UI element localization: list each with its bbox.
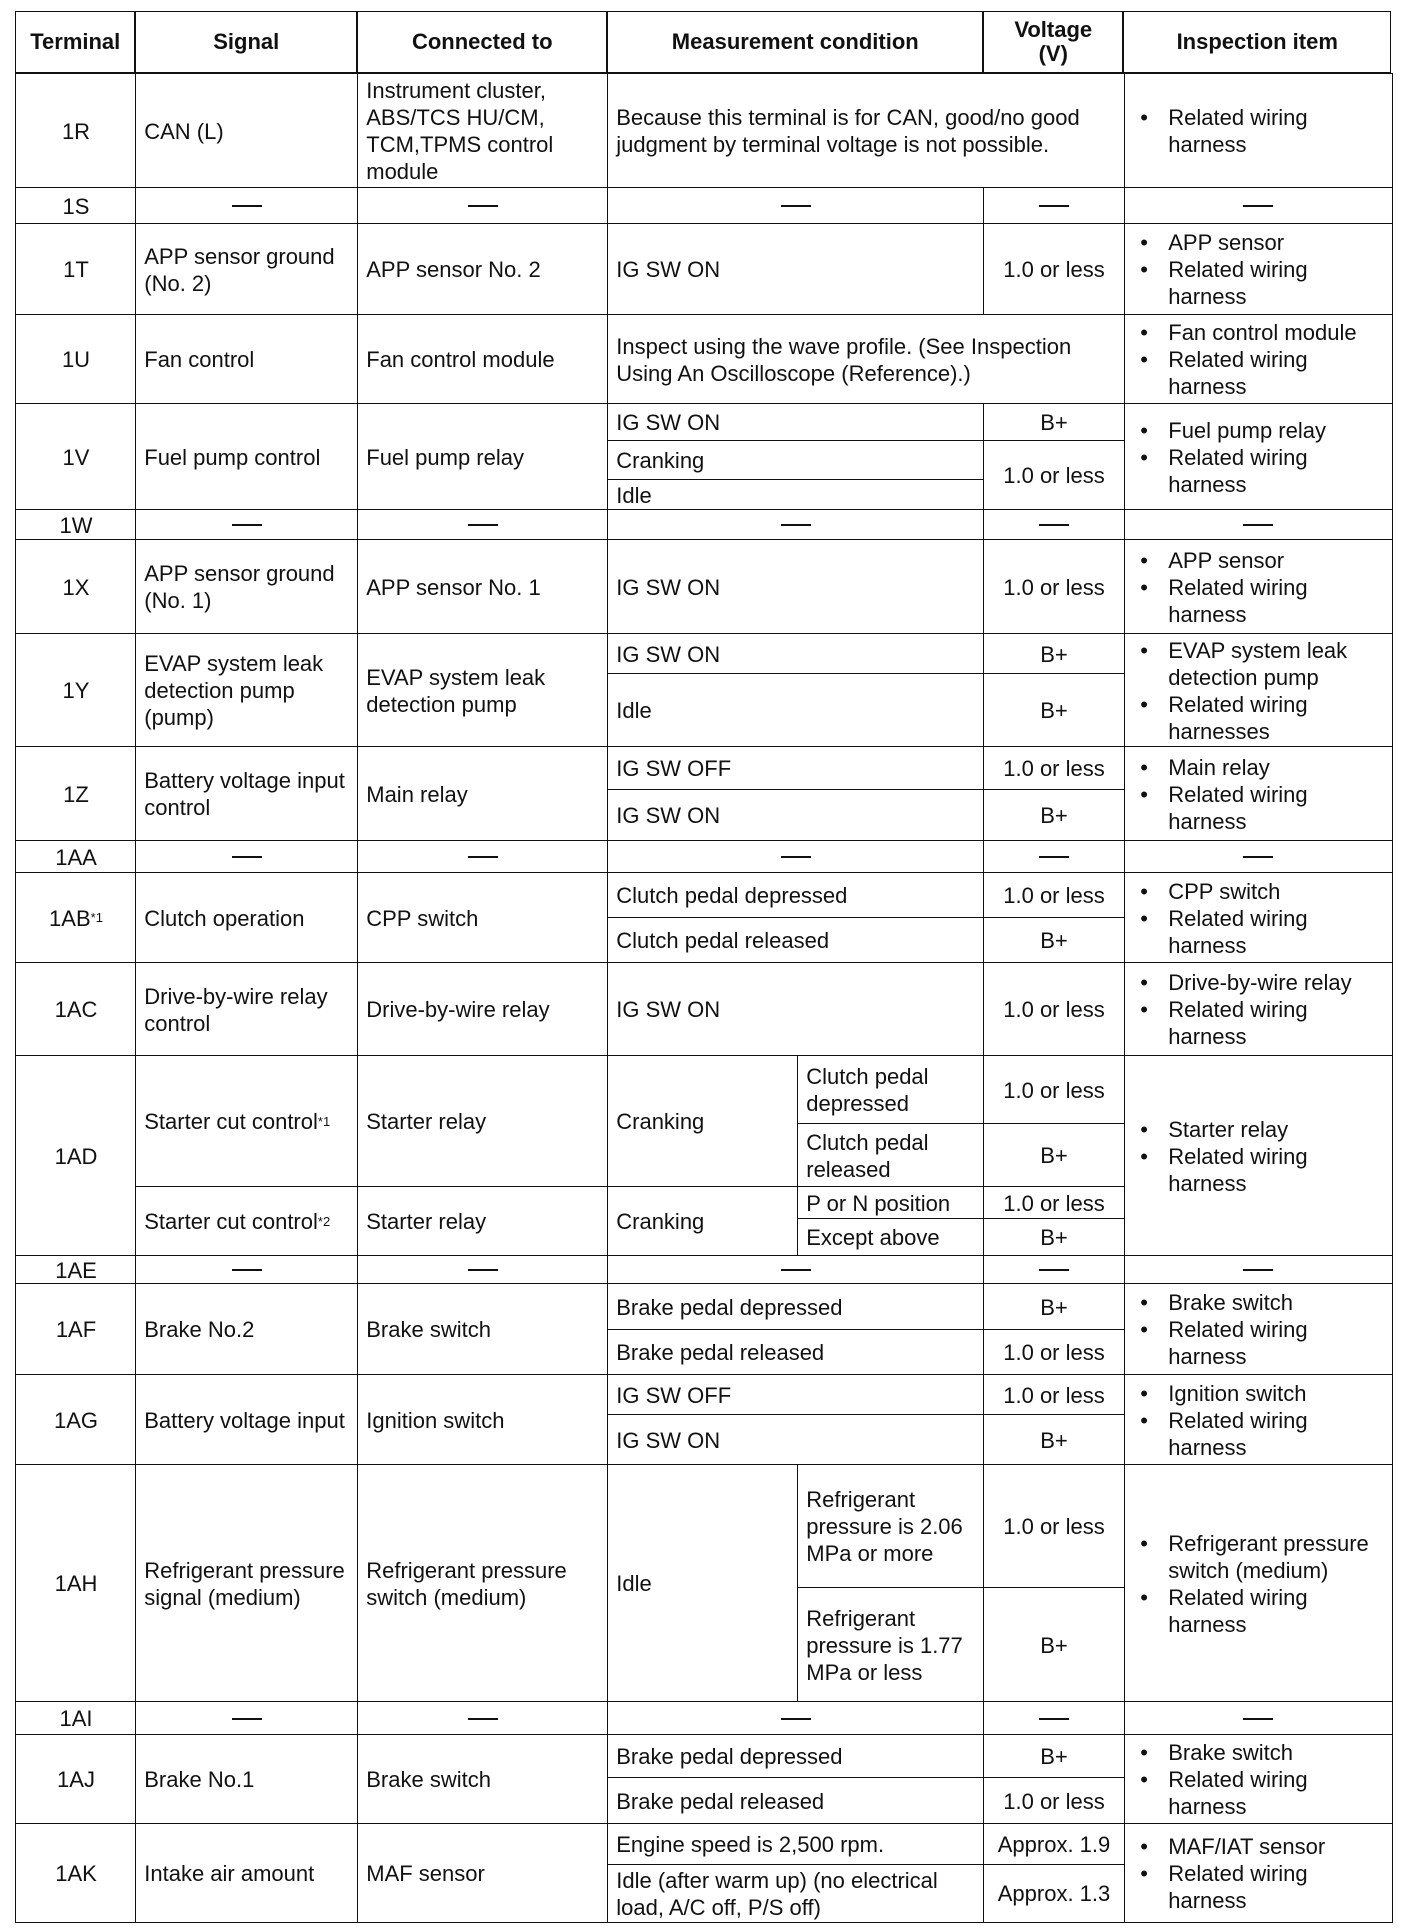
measurement-condition-cell: Cranking: [607, 1186, 799, 1257]
voltage-cell: B+: [983, 633, 1125, 675]
inspection-list: [1132, 417, 1384, 498]
signal-cell: [135, 1255, 359, 1285]
connected-to-cell: Starter relay: [357, 1055, 609, 1188]
dash-mark: [232, 524, 262, 526]
measurement-condition-cell: Because this terminal is for CAN, good/no good judgment by terminal voltage is not possible.: [607, 73, 1125, 189]
inspection-list: [1132, 1116, 1384, 1197]
inspection-cell: [1123, 1734, 1393, 1825]
voltage-cell: 1.0 or less: [983, 962, 1125, 1057]
voltage-cell: B+: [983, 403, 1125, 442]
measurement-condition-cell: Brake pedal depressed: [607, 1283, 985, 1331]
terminal-cell: 1X: [15, 539, 137, 635]
connected-to-cell: APP sensor No. 2: [357, 223, 609, 316]
signal-cell: Intake air amount: [135, 1823, 359, 1923]
measurement-condition-cell: Brake pedal depressed: [607, 1734, 985, 1779]
inspection-cell: [1123, 1823, 1393, 1923]
sub-condition-cell: Clutch pedal released: [797, 1123, 985, 1188]
inspection-list: [1132, 229, 1384, 310]
voltage-cell: 1.0 or less: [983, 1329, 1125, 1376]
connected-to-cell: Brake switch: [357, 1283, 609, 1376]
header-inspection-item: Inspection item: [1123, 11, 1391, 73]
dash-mark: [468, 205, 498, 207]
terminal-cell: 1AD: [15, 1055, 137, 1257]
voltage-cell: 1.0 or less: [983, 1055, 1125, 1125]
signal-cell: APP sensor ground (No. 2): [135, 223, 359, 316]
sub-condition-cell: Refrigerant pressure is 2.06 MPa or more: [797, 1464, 985, 1589]
voltage-cell: 1.0 or less: [983, 746, 1125, 791]
measurement-condition-cell: Cranking: [607, 1055, 799, 1188]
voltage-cell: 1.0 or less: [983, 1186, 1125, 1220]
terminal-cell: 1AE: [15, 1255, 137, 1285]
voltage-cell: 1.0 or less: [983, 1777, 1125, 1825]
inspection-list-item: • Related wiring harness: [1132, 574, 1384, 628]
inspection-list-item: • Brake switch: [1132, 1739, 1384, 1766]
inspection-list-item: • Related wiring harness: [1132, 444, 1384, 498]
inspection-list-item: • APP sensor: [1132, 229, 1384, 256]
dash-mark: [781, 856, 811, 858]
inspection-list-item: • Related wiring harness: [1132, 1143, 1384, 1197]
connected-to-cell: Instrument cluster, ABS/TCS HU/CM, TCM,TPMS control module: [357, 73, 609, 189]
dash-mark: [1039, 205, 1069, 207]
inspection-cell: [1123, 840, 1393, 874]
terminal-cell: 1T: [15, 223, 137, 316]
inspection-cell: [1123, 633, 1393, 748]
connected-to-cell: EVAP system leak detection pump: [357, 633, 609, 748]
sub-condition-cell: P or N position: [797, 1186, 985, 1220]
inspection-list: [1132, 1289, 1384, 1370]
dash-mark: [781, 205, 811, 207]
inspection-list-item: • Related wiring harness: [1132, 905, 1384, 959]
header-connected-to: Connected to: [357, 11, 607, 73]
inspection-cell: [1123, 223, 1393, 316]
inspection-list: [1132, 878, 1384, 959]
sub-condition-cell: Except above: [797, 1218, 985, 1257]
inspection-cell: [1123, 1374, 1393, 1466]
dash-mark: [1039, 1718, 1069, 1720]
measurement-condition-cell: Idle: [607, 673, 985, 748]
voltage-cell: Approx. 1.3: [983, 1864, 1125, 1923]
signal-cell: Battery voltage input control: [135, 746, 359, 842]
connected-to-cell: Starter relay: [357, 1186, 609, 1257]
header-signal: Signal: [135, 11, 357, 73]
inspection-list-item: • Related wiring harnesses: [1132, 691, 1384, 745]
inspection-list-item: • Brake switch: [1132, 1289, 1384, 1316]
dash-mark: [781, 1269, 811, 1271]
connected-to-cell: [357, 509, 609, 541]
dash-mark: [468, 1718, 498, 1720]
inspection-cell: [1123, 187, 1393, 225]
signal-cell: Fan control: [135, 314, 359, 405]
inspection-cell: [1123, 73, 1393, 189]
sub-condition-cell: Refrigerant pressure is 1.77 MPa or less: [797, 1587, 985, 1703]
connected-to-cell: [357, 1255, 609, 1285]
inspection-cell: [1123, 1701, 1393, 1736]
inspection-cell: [1123, 872, 1393, 964]
measurement-condition-cell: IG SW ON: [607, 789, 985, 842]
voltage-cell: B+: [983, 673, 1125, 748]
voltage-cell: 1.0 or less: [983, 872, 1125, 919]
measurement-condition-cell: [607, 840, 985, 874]
header-measurement-condition: Measurement condition: [607, 11, 983, 73]
inspection-cell: [1123, 539, 1393, 635]
voltage-cell: 1.0 or less: [983, 440, 1125, 511]
dash-mark: [781, 524, 811, 526]
measurement-condition-cell: Brake pedal released: [607, 1329, 985, 1376]
terminal-cell: 1S: [15, 187, 137, 225]
voltage-cell: 1.0 or less: [983, 1374, 1125, 1416]
connected-to-cell: CPP switch: [357, 872, 609, 964]
signal-cell: Starter cut control *2: [135, 1186, 359, 1257]
voltage-cell: [983, 1255, 1125, 1285]
voltage-cell: B+: [983, 1414, 1125, 1466]
measurement-condition-cell: Engine speed is 2,500 rpm.: [607, 1823, 985, 1866]
dash-mark: [1243, 1269, 1273, 1271]
inspection-cell: [1123, 314, 1393, 405]
signal-cell: Brake No.2: [135, 1283, 359, 1376]
inspection-list: [1132, 637, 1384, 745]
inspection-list-item: • Drive-by-wire relay: [1132, 969, 1384, 996]
dash-mark: [1039, 1269, 1069, 1271]
terminal-cell: 1AK: [15, 1823, 137, 1923]
terminal-cell: 1Y: [15, 633, 137, 748]
dash-mark: [468, 1269, 498, 1271]
signal-cell: Brake No.1: [135, 1734, 359, 1825]
terminal-cell: 1U: [15, 314, 137, 405]
voltage-cell: B+: [983, 917, 1125, 964]
inspection-cell: [1123, 1283, 1393, 1376]
inspection-cell: [1123, 1255, 1393, 1285]
inspection-list-item: • Ignition switch: [1132, 1380, 1384, 1407]
inspection-list: [1132, 547, 1384, 628]
measurement-condition-cell: [607, 1255, 985, 1285]
voltage-cell: B+: [983, 1218, 1125, 1257]
inspection-list: [1132, 1530, 1384, 1638]
dash-mark: [468, 856, 498, 858]
inspection-cell: [1123, 1464, 1393, 1703]
voltage-cell: B+: [983, 1283, 1125, 1331]
dash-mark: [1039, 524, 1069, 526]
dash-mark: [1243, 524, 1273, 526]
inspection-list-item: • EVAP system leak detection pump: [1132, 637, 1384, 691]
header-voltage: Voltage (V): [983, 11, 1123, 73]
inspection-list: [1132, 1380, 1384, 1461]
inspection-list-item: • Related wiring harness: [1132, 104, 1384, 158]
measurement-condition-cell: IG SW OFF: [607, 746, 985, 791]
voltage-cell: Approx. 1.9: [983, 1823, 1125, 1866]
voltage-cell: [983, 1701, 1125, 1736]
inspection-list-item: • Related wiring harness: [1132, 1316, 1384, 1370]
measurement-condition-cell: Idle: [607, 1464, 799, 1703]
terminal-cell: 1AB *1: [15, 872, 137, 964]
terminal-cell: 1AF: [15, 1283, 137, 1376]
signal-cell: [135, 187, 359, 225]
dash-mark: [1039, 856, 1069, 858]
terminal-cell: 1AI: [15, 1701, 137, 1736]
inspection-cell: [1123, 962, 1393, 1057]
voltage-cell: 1.0 or less: [983, 539, 1125, 635]
signal-cell: Drive-by-wire relay control: [135, 962, 359, 1057]
terminal-cell: 1AC: [15, 962, 137, 1057]
inspection-cell: [1123, 509, 1393, 541]
connected-to-cell: Ignition switch: [357, 1374, 609, 1466]
inspection-list-item: • Starter relay: [1132, 1116, 1384, 1143]
voltage-cell: B+: [983, 789, 1125, 842]
voltage-cell: B+: [983, 1123, 1125, 1188]
connected-to-cell: [357, 1701, 609, 1736]
inspection-list-item: • Refrigerant pressure switch (medium): [1132, 1530, 1384, 1584]
terminal-cell: 1AH: [15, 1464, 137, 1703]
measurement-condition-cell: Cranking: [607, 440, 985, 481]
inspection-list: [1132, 104, 1384, 158]
voltage-cell: 1.0 or less: [983, 1464, 1125, 1589]
measurement-condition-cell: Brake pedal released: [607, 1777, 985, 1825]
signal-cell: Refrigerant pressure signal (medium): [135, 1464, 359, 1703]
inspection-list: [1132, 969, 1384, 1050]
signal-cell: CAN (L): [135, 73, 359, 189]
inspection-list-item: • Related wiring harness: [1132, 1860, 1384, 1914]
inspection-list-item: • Related wiring harness: [1132, 1584, 1384, 1638]
connected-to-cell: [357, 840, 609, 874]
terminal-cell: 1W: [15, 509, 137, 541]
measurement-condition-cell: IG SW ON: [607, 633, 985, 675]
header-terminal: Terminal: [15, 11, 135, 73]
inspection-list-item: • Related wiring harness: [1132, 996, 1384, 1050]
measurement-condition-cell: IG SW ON: [607, 962, 985, 1057]
inspection-list: [1132, 1833, 1384, 1914]
inspection-list-item: • Related wiring harness: [1132, 781, 1384, 835]
inspection-cell: [1123, 746, 1393, 842]
inspection-list-item: • Related wiring harness: [1132, 346, 1384, 400]
measurement-condition-cell: Inspect using the wave profile. (See Inspection Using An Oscilloscope (Reference).): [607, 314, 1125, 405]
connected-to-cell: Fuel pump relay: [357, 403, 609, 511]
measurement-condition-cell: Idle (after warm up) (no electrical load, A/C off, P/S off): [607, 1864, 985, 1923]
signal-cell: APP sensor ground (No. 1): [135, 539, 359, 635]
dash-mark: [1243, 1718, 1273, 1720]
signal-cell: Clutch operation: [135, 872, 359, 964]
measurement-condition-cell: IG SW ON: [607, 223, 985, 316]
terminal-cell: 1Z: [15, 746, 137, 842]
measurement-condition-cell: Clutch pedal released: [607, 917, 985, 964]
inspection-list-item: • Fan control module: [1132, 319, 1384, 346]
terminal-cell: 1AG: [15, 1374, 137, 1466]
connected-to-cell: MAF sensor: [357, 1823, 609, 1923]
signal-cell: EVAP system leak detection pump (pump): [135, 633, 359, 748]
signal-cell: Battery voltage input: [135, 1374, 359, 1466]
inspection-list-item: • CPP switch: [1132, 878, 1384, 905]
terminal-cell: 1R: [15, 73, 137, 189]
dash-mark: [232, 856, 262, 858]
connected-to-cell: [357, 187, 609, 225]
signal-cell: [135, 1701, 359, 1736]
signal-cell: [135, 840, 359, 874]
connected-to-cell: Drive-by-wire relay: [357, 962, 609, 1057]
inspection-list-item: • MAF/IAT sensor: [1132, 1833, 1384, 1860]
signal-cell: Starter cut control *1: [135, 1055, 359, 1188]
dash-mark: [1243, 856, 1273, 858]
voltage-cell: 1.0 or less: [983, 223, 1125, 316]
measurement-condition-cell: IG SW ON: [607, 403, 985, 442]
measurement-condition-cell: IG SW OFF: [607, 1374, 985, 1416]
inspection-cell: [1123, 403, 1393, 511]
connected-to-cell: Main relay: [357, 746, 609, 842]
connected-to-cell: Brake switch: [357, 1734, 609, 1825]
inspection-list: [1132, 754, 1384, 835]
inspection-cell: [1123, 1055, 1393, 1257]
dash-mark: [232, 1718, 262, 1720]
voltage-cell: B+: [983, 1587, 1125, 1703]
dash-mark: [468, 524, 498, 526]
inspection-list: [1132, 319, 1384, 400]
voltage-cell: [983, 187, 1125, 225]
terminal-cell: 1AJ: [15, 1734, 137, 1825]
sub-condition-cell: Clutch pedal depressed: [797, 1055, 985, 1125]
measurement-condition-cell: IG SW ON: [607, 539, 985, 635]
inspection-list-item: • Related wiring harness: [1132, 1407, 1384, 1461]
dash-mark: [781, 1718, 811, 1720]
inspection-list-item: • Main relay: [1132, 754, 1384, 781]
connected-to-cell: Fan control module: [357, 314, 609, 405]
voltage-cell: [983, 840, 1125, 874]
measurement-condition-cell: [607, 509, 985, 541]
voltage-cell: B+: [983, 1734, 1125, 1779]
terminal-cell: 1AA: [15, 840, 137, 874]
measurement-condition-cell: [607, 187, 985, 225]
dash-mark: [232, 205, 262, 207]
inspection-list-item: • Related wiring harness: [1132, 1766, 1384, 1820]
dash-mark: [232, 1269, 262, 1271]
connected-to-cell: APP sensor No. 1: [357, 539, 609, 635]
dash-mark: [1243, 205, 1273, 207]
connected-to-cell: Refrigerant pressure switch (medium): [357, 1464, 609, 1703]
measurement-condition-cell: [607, 1701, 985, 1736]
terminal-cell: 1V: [15, 403, 137, 511]
measurement-condition-cell: Clutch pedal depressed: [607, 872, 985, 919]
voltage-cell: [983, 509, 1125, 541]
inspection-list-item: • Fuel pump relay: [1132, 417, 1384, 444]
signal-cell: Fuel pump control: [135, 403, 359, 511]
inspection-list: [1132, 1739, 1384, 1820]
inspection-list-item: • APP sensor: [1132, 547, 1384, 574]
measurement-condition-cell: IG SW ON: [607, 1414, 985, 1466]
signal-cell: [135, 509, 359, 541]
inspection-list-item: • Related wiring harness: [1132, 256, 1384, 310]
measurement-condition-cell: Idle: [607, 479, 985, 511]
